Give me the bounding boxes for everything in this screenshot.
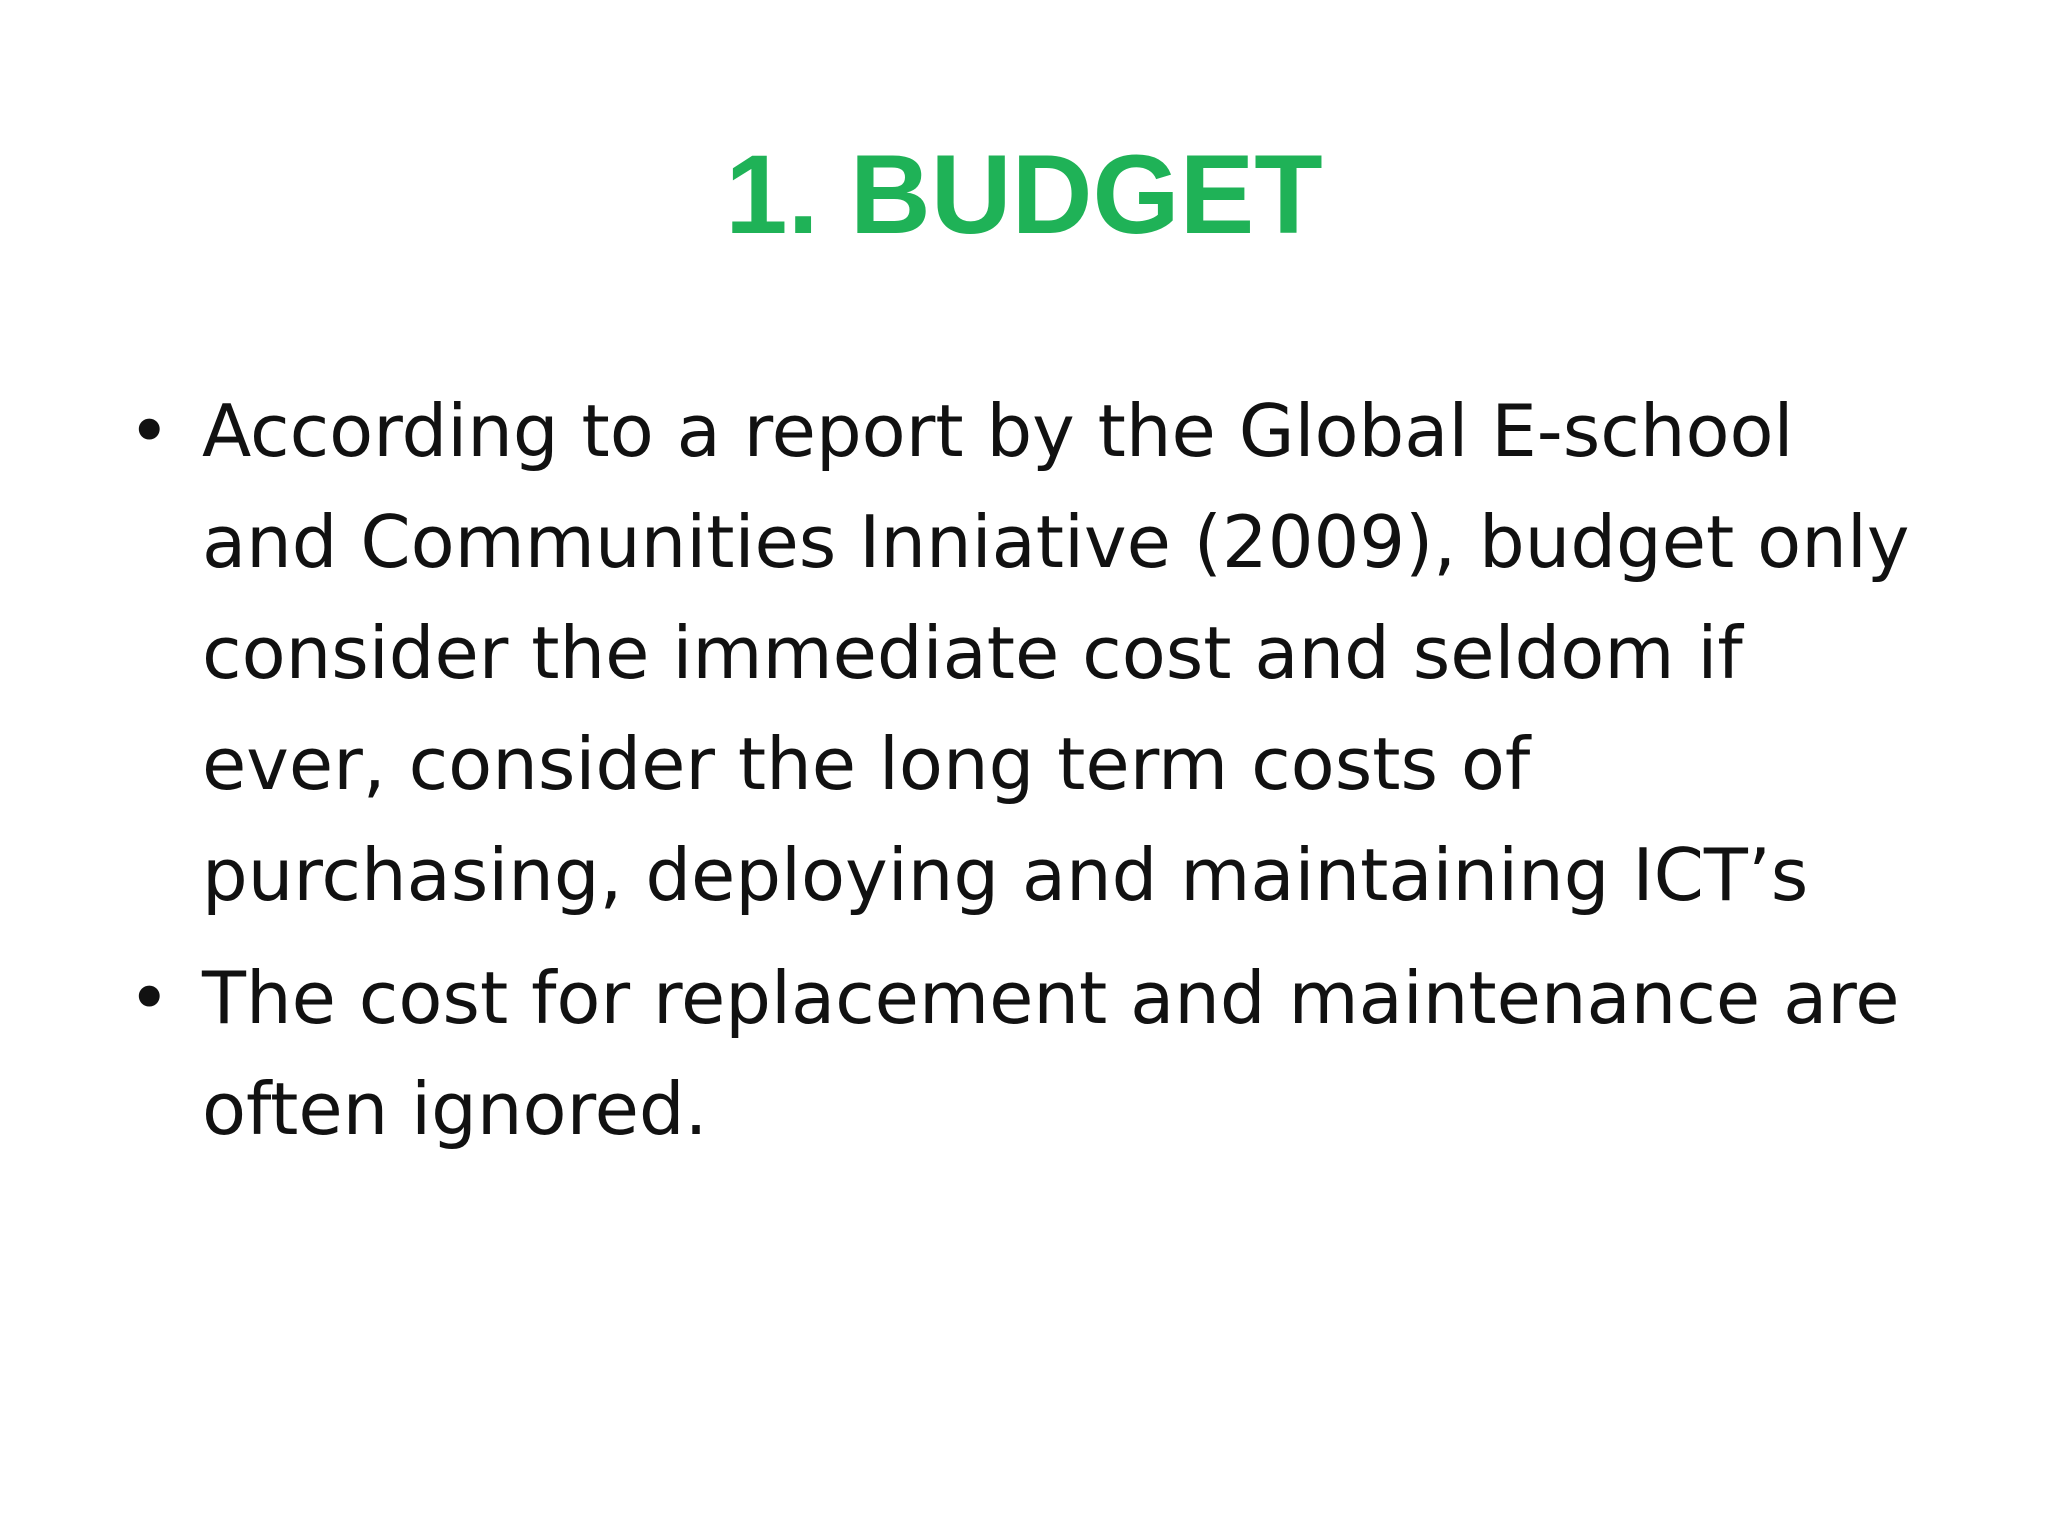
bullet-list (120, 376, 1920, 1177)
bullet-text: According to a report by the Global E-school and Communities Inniative (2009), budget only consider the immediate cost and seldom if ever, consider the long term costs of purchasing, deploying and maintaining ICT’s (202, 389, 1910, 917)
bullet-icon: • (128, 956, 171, 1040)
bullet-text: The cost for replacement and maintenance are often ignored. (202, 956, 1900, 1151)
slide-title: 1. BUDGET (725, 132, 1323, 257)
bullet-item (120, 943, 1920, 1165)
bullet-item (120, 376, 1920, 931)
bullet-icon: • (128, 389, 171, 473)
